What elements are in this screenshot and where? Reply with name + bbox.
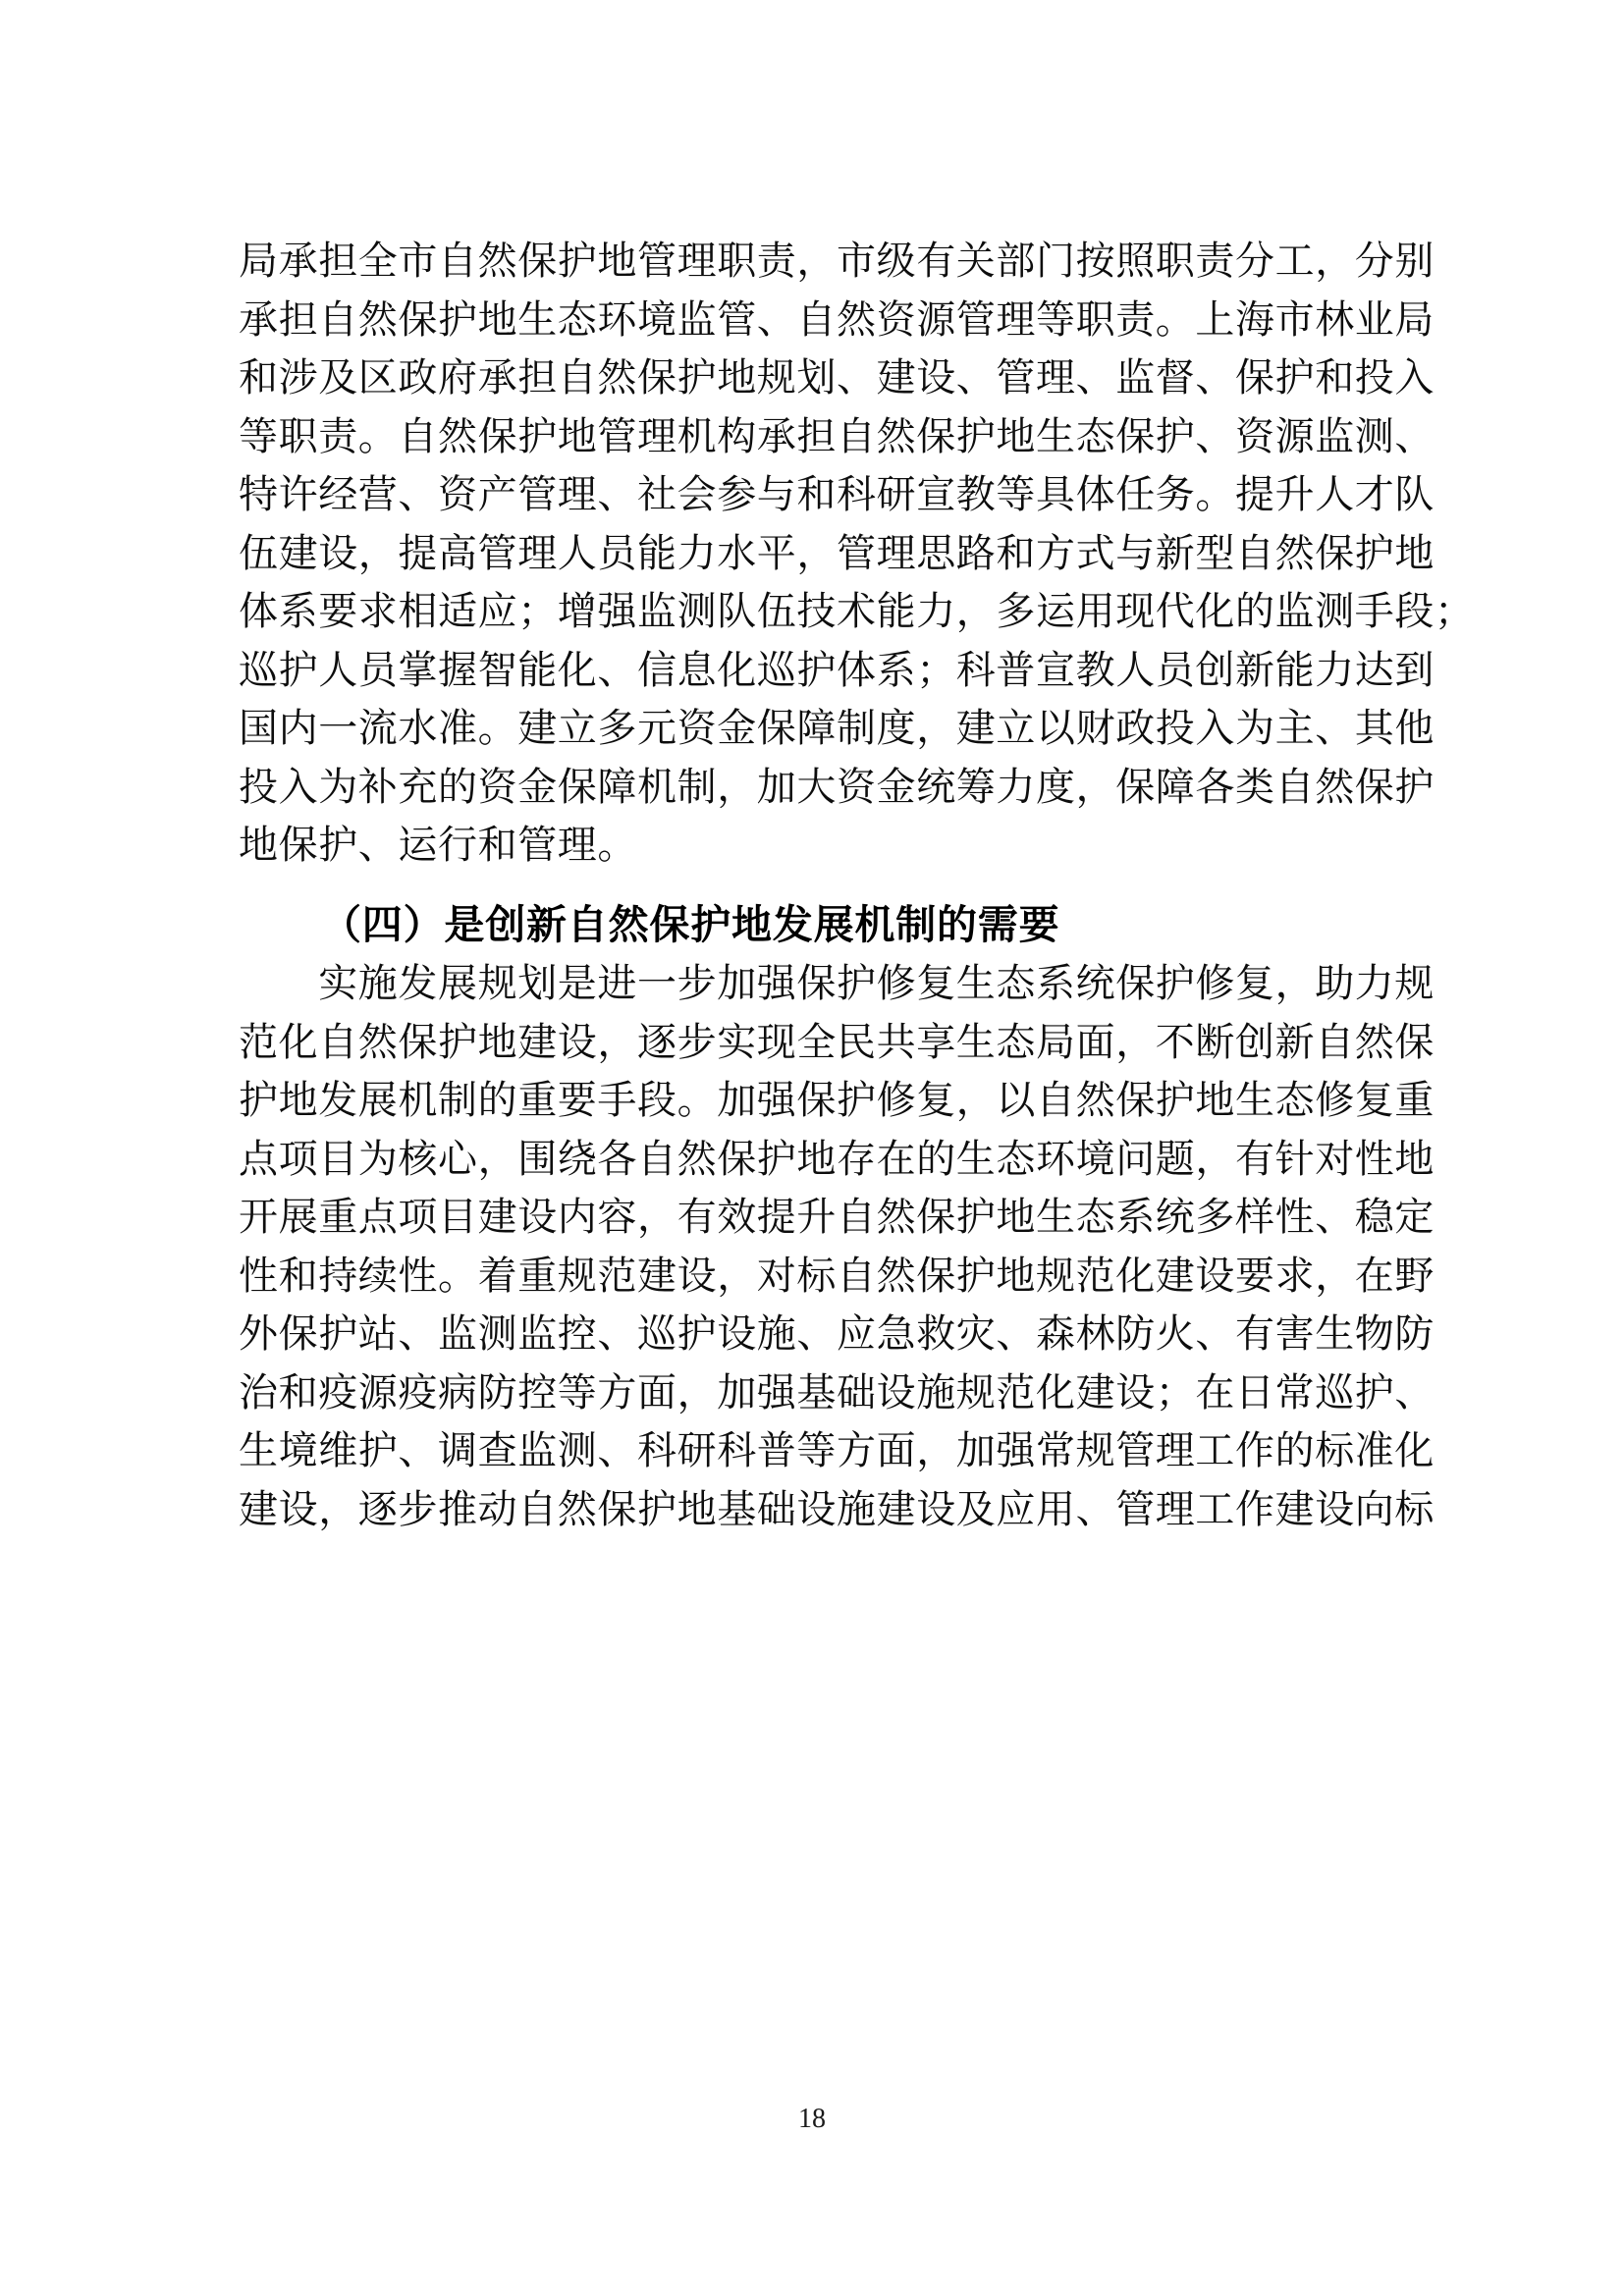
text-line: 地保护、运行和管理。 (239, 823, 637, 867)
text-line: 生境维护、调查监测、科研科普等方面，加强常规管理工作的标准化 (239, 1428, 1435, 1472)
text-line: 点项目为核心，围绕各自然保护地存在的生态环境问题，有针对性地 (239, 1136, 1435, 1181)
text-line: 特许经营、资产管理、社会参与和科研宣教等具体任务。提升人才队 (239, 472, 1435, 516)
text-line: 开展重点项目建设内容，有效提升自然保护地生态系统多样性、稳定 (239, 1195, 1435, 1239)
text-line: 性和持续性。着重规范建设，对标自然保护地规范化建设要求，在野 (239, 1253, 1435, 1298)
text-line: 等职责。自然保护地管理机构承担自然保护地生态保护、资源监测、 (239, 413, 1435, 458)
paragraph-section-four (239, 954, 1435, 1538)
text-line: 投入为补充的资金保障机制，加大资金统筹力度，保障各类自然保护 (239, 764, 1435, 809)
text-line: 体系要求相适应；增强监测队伍技术能力，多运用现代化的监测手段； (239, 589, 1475, 633)
text-line: 局承担全市自然保护地管理职责，市级有关部门按照职责分工，分别 (239, 239, 1435, 283)
text-line: 承担自然保护地生态环境监管、自然资源管理等职责。上海市林业局 (239, 296, 1435, 342)
paragraph-continued (239, 232, 1475, 875)
text-line: 实施发展规划是进一步加强保护修复生态系统保护修复，助力规 (239, 961, 1435, 1005)
text-line: 范化自然保护地建设，逐步实现全民共享生态局面，不断创新自然保 (239, 1019, 1435, 1064)
text-line: 护地发展机制的重要手段。加强保护修复，以自然保护地生态修复重 (239, 1078, 1435, 1122)
text-line: 国内一流水准。建立多元资金保障制度，建立以财政投入为主、其他 (239, 706, 1435, 750)
text-line: 巡护人员掌握智能化、信息化巡护体系；科普宣教人员创新能力达到 (239, 647, 1435, 692)
text-line: 治和疫源疫病防控等方面，加强基础设施规范化建设；在日常巡护、 (239, 1369, 1435, 1415)
section-heading: （四）是创新自然保护地发展机制的需要 (321, 901, 1060, 947)
page-number: 18 (798, 2104, 826, 2134)
text-line: 建设，逐步推动自然保护地基础设施建设及应用、管理工作建设向标 (239, 1486, 1435, 1531)
text-line: 外保护站、监测监控、巡护设施、应急救灾、森林防火、有害生物防 (239, 1311, 1435, 1356)
text-line: 和涉及区政府承担自然保护地规划、建设、管理、监督、保护和投入 (239, 355, 1435, 400)
spacer (239, 875, 1389, 896)
page-content (239, 232, 1475, 1538)
text-line: 伍建设，提高管理人员能力水平，管理思路和方式与新型自然保护地 (239, 530, 1435, 575)
